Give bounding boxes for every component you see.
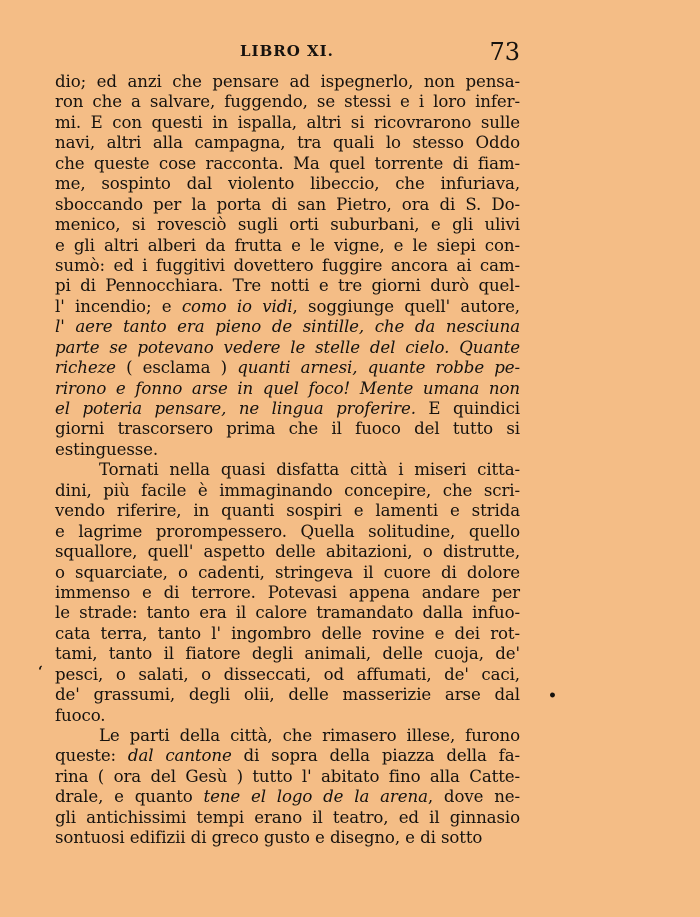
text-line [55, 440, 520, 460]
text-run: di sopra della piazza della fa- [231, 746, 520, 766]
text-line [55, 399, 520, 419]
text-line [55, 624, 520, 644]
text-line [55, 787, 520, 807]
text-run: mi. E con questi in ispalla, altri si ricovrarono sulle [55, 112, 520, 132]
text-line [55, 542, 520, 562]
text-line [55, 276, 520, 296]
text-run: , dove ne- [427, 787, 521, 807]
text-line [55, 92, 520, 112]
text-line [55, 808, 520, 828]
italic-quote: rirono e fonno arse in quel foco! Mente umana non [55, 378, 520, 398]
margin-tick: ‘ [38, 664, 43, 680]
text-line [55, 522, 520, 542]
text-run: dini, più facile è immaginando concepire, che scri- [55, 480, 520, 500]
text-line [55, 685, 520, 705]
text-line [55, 746, 520, 766]
text-line [55, 767, 520, 787]
text-run: navi, altri alla campagna, tra quali lo stesso Oddo [55, 133, 520, 153]
text-line [55, 338, 520, 358]
text-line [55, 72, 520, 92]
text-run: queste: [55, 746, 128, 766]
text-run: ron che a salvare, fuggendo, se stessi e i loro infer- [55, 92, 520, 112]
text-line [55, 133, 520, 153]
text-run: che queste cose racconta. Ma quel torrente di fiam- [55, 153, 520, 173]
text-run: sumò: ed i fuggitivi dovettero fuggire ancora ai cam- [55, 255, 520, 275]
margin-dot: • [548, 688, 557, 704]
text-line [55, 379, 520, 399]
text-line [55, 174, 520, 194]
text-run: sboccando per la porta di san Pietro, ora di S. Do- [55, 194, 520, 214]
text-line [55, 419, 520, 439]
text-line [55, 726, 520, 746]
text-line [55, 297, 520, 317]
text-line [55, 256, 520, 276]
text-run: cata terra, tanto l' ingombro delle rovine e dei rot- [55, 623, 520, 643]
text-run: ( esclama ) [115, 358, 238, 378]
text-run: vendo riferire, in quanti sospiri e lamenti e strida [55, 501, 520, 521]
text-line [55, 644, 520, 664]
text-line [55, 358, 520, 378]
text-line [55, 501, 520, 521]
text-run: tami, tanto il fiatore degli animali, delle cuoja, de' [55, 644, 520, 664]
text-line [55, 460, 520, 480]
text-run: squallore, quell' aspetto delle abitazioni, o distrutte, [55, 542, 520, 562]
italic-quote: richeze [55, 358, 116, 378]
body-text [55, 72, 520, 849]
text-line [55, 706, 520, 726]
text-run: me, sospinto dal violento libeccio, che infuriava, [55, 174, 520, 194]
text-run: sontuosi edifizii di greco gusto e disegno, e di sotto [55, 828, 483, 848]
text-run: drale, e quanto [55, 787, 204, 807]
text-run: e lagrime prorompessero. Quella solitudine, quello [55, 521, 520, 541]
text-run: de' grassumi, degli olii, delle masserizie arse dal [55, 685, 520, 705]
text-line [55, 665, 520, 685]
running-title: LIBRO XI. [240, 42, 334, 60]
text-line [55, 563, 520, 583]
text-run: fuoco. [55, 705, 106, 725]
text-run: gli antichissimi tempi erano il teatro, ed il ginnasio [55, 807, 520, 827]
text-line [55, 828, 520, 848]
text-line [55, 603, 520, 623]
text-run: menico, si rovesciò sugli orti suburbani, e gli ulivi [55, 215, 520, 235]
page-number: 73 [489, 38, 520, 66]
text-run: l' incendio; e [55, 296, 182, 316]
text-run: immenso e di terrore. Potevasi appena andare per [55, 582, 520, 602]
text-line [55, 113, 520, 133]
text-line [55, 236, 520, 256]
text-run: estinguesse. [55, 439, 159, 459]
text-run: Tornati nella quasi disfatta città i miseri citta- [99, 460, 520, 480]
italic-quote: tene el logo de la arena [203, 787, 428, 807]
italic-quote: l' aere tanto era pieno de sintille, che da nesciuna [55, 317, 520, 337]
text-run: e gli altri alberi da frutta e le vigne, e le siepi con- [55, 235, 520, 255]
text-run: , soggiunge quell' autore, [292, 296, 520, 316]
text-line [55, 583, 520, 603]
text-run: dio; ed anzi che pensare ad ispegnerlo, non pensa- [55, 72, 520, 91]
text-run: le strade: tanto era il calore tramandato dalla infuo- [55, 603, 520, 623]
page-header [55, 38, 520, 68]
text-run: pi di Pennocchiara. Tre notti e tre giorni durò quel- [55, 276, 520, 296]
text-line [55, 317, 520, 337]
text-run: E quindici [415, 399, 520, 418]
text-line [55, 195, 520, 215]
text-line [55, 154, 520, 174]
italic-quote: como io vidi [181, 296, 293, 316]
italic-quote: dal cantone [127, 746, 232, 766]
text-line [55, 215, 520, 235]
text-run: pesci, o salati, o disseccati, od affumati, de' caci, [55, 664, 520, 684]
text-run: rina ( ora del Gesù ) tutto l' abitato fino alla Catte- [55, 766, 520, 786]
text-run: Le parti della città, che rimasero illese, furono [99, 726, 520, 745]
text-run: giorni trascorsero prima che il fuoco del tutto si [55, 419, 520, 439]
text-run: o squarciate, o cadenti, stringeva il cuore di dolore [55, 562, 520, 582]
text-line [55, 481, 520, 501]
italic-quote: quanti arnesi, quante robbe pe- [237, 358, 520, 378]
italic-quote: parte se potevano vedere le stelle del cielo. Quante [55, 337, 520, 357]
italic-quote: el poteria pensare, ne lingua proferire. [55, 399, 416, 418]
